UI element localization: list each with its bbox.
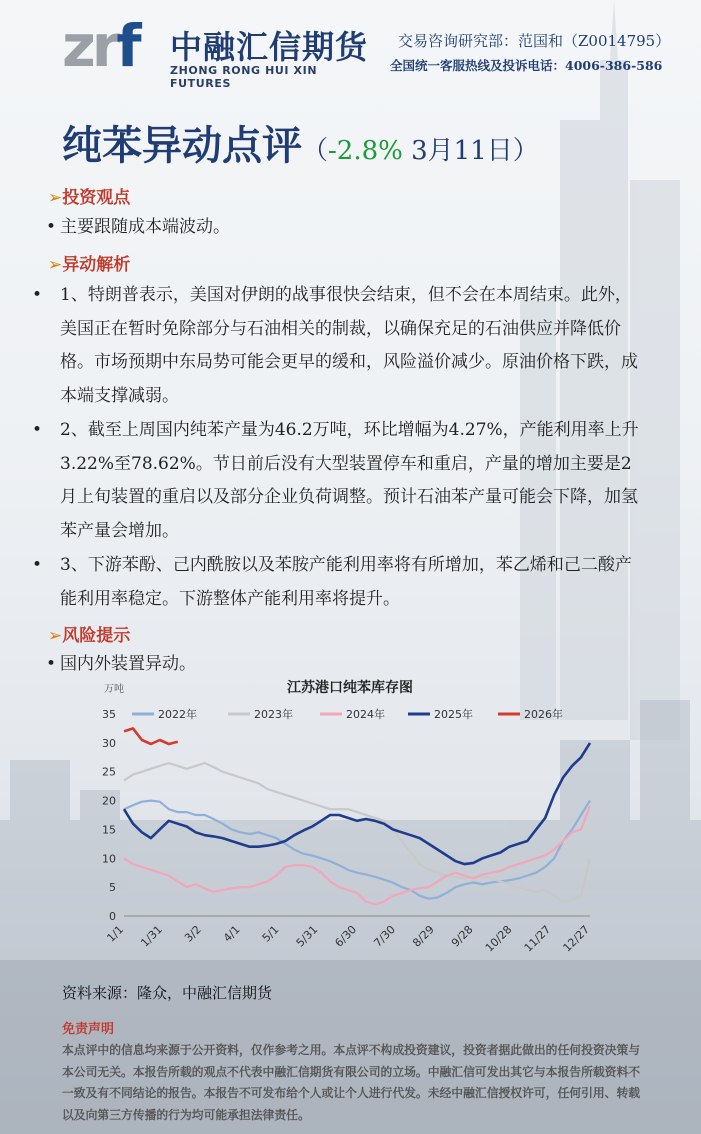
analyst-contact: 交易咨询研究部：范国和（Z0014795） bbox=[398, 32, 671, 50]
x-tick-label: 3/2 bbox=[182, 922, 204, 945]
company-logo bbox=[62, 12, 382, 90]
series-line-2026年 bbox=[124, 728, 178, 744]
chart-title: 江苏港口纯苯库存图 bbox=[287, 680, 413, 696]
x-tick-label: 11/27 bbox=[521, 922, 554, 955]
logo-mark: zrf bbox=[62, 12, 138, 80]
logo-chinese-name: 中融汇信期货 bbox=[170, 28, 369, 66]
risk-text: • 国内外装置异动。 bbox=[46, 654, 196, 674]
x-tick-label: 4/1 bbox=[220, 922, 243, 945]
section-investment-view: ➢投资观点 bbox=[48, 188, 131, 208]
disclaimer-text: 本点评中的信息均来源于公开资料，仅作参考之用。本点评不构成投资建议，投资者据此做出的任何投资决策与本公司无关。本报告所载的观点不代表中融汇信期货有限公司的立场。中融汇信可发出其它与本报告所载资料不一致及有不同结论的报告。本报告不可发布给个人或让个人进行代发。未经中融汇信授权许可，任何引用、转载以及向第三方传播的行为均可能承担法律责任。 bbox=[62, 1043, 641, 1122]
x-tick-label: 6/30 bbox=[332, 922, 360, 950]
legend-label: 2024年 bbox=[346, 708, 385, 721]
y-tick-label: 20 bbox=[102, 794, 116, 808]
legend-label: 2023年 bbox=[254, 708, 293, 721]
section-risk: ➢风险提示 bbox=[48, 626, 131, 646]
x-tick-label: 7/30 bbox=[371, 922, 398, 950]
y-tick-label: 10 bbox=[102, 852, 116, 866]
y-axis-unit: 万吨 bbox=[104, 684, 124, 695]
analysis-item-2: • 2、截至上周国内纯苯产量为46.2万吨，环比增幅为4.27%，产能利用率上升3.22%至78.62%。节日前后没有大型装置停车和重启，产量的增加主要是2月上旬装置的重启以及部分企业负荷调整。预计石油苯产量可能会下降，加氢苯产量会增加。 bbox=[32, 420, 639, 541]
series-line-2025年 bbox=[124, 743, 590, 864]
x-tick-label: 1/1 bbox=[104, 922, 127, 945]
report-date: 3月11日 bbox=[402, 136, 513, 166]
legend-label: 2026年 bbox=[524, 708, 563, 721]
analysis-item-1: • 1、特朗普表示，美国对伊朗的战事很快会结束，但不会在本周结束。此外，美国正在暂时免除部分与石油相关的制裁，以确保充足的石油供应并降低价格。市场预期中东局势可能会更早的缓和，风险溢价减少。原油价格下跌，成本端支撑减弱。 bbox=[32, 285, 638, 406]
legend-label: 2022年 bbox=[158, 708, 197, 721]
x-tick-label: 5/31 bbox=[293, 922, 321, 950]
section-analysis: ➢异动解析 bbox=[48, 255, 131, 275]
disclaimer-title: 免责声明 bbox=[62, 1022, 115, 1037]
analysis-item-3: • 3、下游苯酚、己内酰胺以及苯胺产能利用率将有所增加，苯乙烯和己二酸产能利用率稳定。下游整体产能利用率将提升。 bbox=[32, 555, 632, 609]
x-tick-label: 10/28 bbox=[482, 922, 515, 955]
page-title: 纯苯异动点评（-2.8% 3月11日） bbox=[62, 122, 539, 169]
legend-label: 2025年 bbox=[434, 708, 473, 721]
view-text: • 主要跟随成本端波动。 bbox=[46, 217, 230, 237]
price-change: -2.8% bbox=[328, 136, 403, 166]
y-tick-label: 15 bbox=[102, 823, 116, 837]
y-tick-label: 35 bbox=[102, 708, 116, 721]
arrow-icon: ➢ bbox=[48, 626, 63, 646]
data-source: 资料来源：隆众，中融汇信期货 bbox=[62, 984, 273, 1002]
x-tick-label: 5/1 bbox=[259, 922, 282, 945]
y-tick-label: 25 bbox=[102, 765, 116, 779]
inventory-line-chart bbox=[90, 676, 610, 966]
x-tick-label: 1/31 bbox=[138, 922, 165, 950]
hotline-contact: 全国统一客服热线及投诉电话：4006-386-586 bbox=[390, 58, 663, 73]
logo-english-name: ZHONG RONG HUI XIN FUTURES bbox=[170, 64, 318, 90]
x-tick-label: 9/28 bbox=[448, 922, 476, 950]
x-tick-label: 12/27 bbox=[560, 922, 593, 955]
arrow-icon: ➢ bbox=[48, 188, 63, 208]
y-tick-label: 30 bbox=[102, 736, 116, 750]
arrow-icon: ➢ bbox=[48, 255, 63, 275]
y-tick-label: 0 bbox=[109, 910, 116, 923]
y-tick-label: 5 bbox=[109, 881, 116, 895]
x-tick-label: 8/29 bbox=[410, 922, 437, 950]
